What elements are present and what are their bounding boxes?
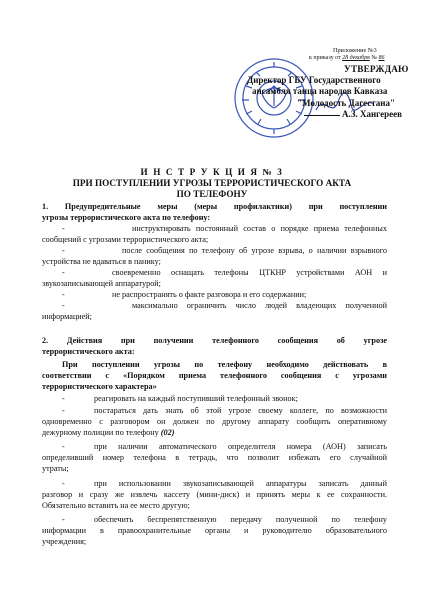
police-phone-number: (02) bbox=[160, 428, 175, 437]
bullet-dash: - bbox=[62, 301, 65, 310]
s2-item5-line2: информации в правоохранительные органы и руководителю образовательного bbox=[42, 526, 387, 535]
s1-item5-line2: информацией; bbox=[42, 312, 92, 321]
s2-intro-line1: При поступлении угрозы по телефону необходимо действовать в bbox=[62, 360, 387, 369]
bullet-dash: - bbox=[62, 268, 65, 277]
order-prefix: к приказу от bbox=[309, 55, 341, 61]
s2-item4-line2: разговор и сразу же извлечь кассету (мини-диск) и принять меры к ее сохранности. bbox=[42, 490, 387, 499]
s1-item3-line2: звукозаписывающей аппаратурой; bbox=[42, 279, 161, 288]
approve-heading: УТВЕРЖДАЮ bbox=[344, 64, 409, 74]
section2-heading-cont: террористического акта: bbox=[42, 347, 135, 356]
s2-item2-line1: постараться дать знать об этой угрозе своему коллеге, по возможности bbox=[94, 406, 387, 415]
s1-item4-line1: не распространять о факте разговора и его содержании; bbox=[112, 290, 307, 299]
s2-item4-line3: Обязательно вставить на ее место другую; bbox=[42, 501, 190, 510]
s2-item3-line3: утраты; bbox=[42, 464, 69, 473]
ensemble-name: ансамбля танца народов Кавказа bbox=[252, 86, 388, 96]
s1-item5-line1: максимально ограничить число людей владеющих полученной bbox=[132, 301, 387, 310]
s2-item2-line3 bbox=[42, 427, 174, 438]
s1-item2-line2: устройства не вдаваться в панику; bbox=[42, 257, 161, 266]
bullet-dash: - bbox=[62, 515, 65, 524]
s2-intro-line3: террористического характера» bbox=[42, 382, 157, 391]
director-title: Директор ГБУ Государственного bbox=[247, 75, 381, 85]
bullet-dash: - bbox=[62, 224, 65, 233]
document-subtitle-line2: ПО ТЕЛЕФОНУ bbox=[176, 189, 248, 199]
section1-heading-cont: угрозы террористического акта по телефону: bbox=[42, 213, 211, 222]
order-number: 86 bbox=[378, 55, 385, 61]
s2-item2-text: дежурному полиции по телефону bbox=[42, 428, 159, 437]
bullet-dash: - bbox=[62, 479, 65, 488]
section2-heading: 2. Действия при получении телефонного сообщения об угрозе bbox=[42, 336, 387, 345]
s1-item2-line1: после сообщения по телефону об угрозе взрыва, о наличии взрывного bbox=[122, 246, 387, 255]
attachment-label: Приложение №3 bbox=[333, 47, 377, 54]
order-number-sign: № bbox=[371, 55, 378, 61]
s1-item3-line1: своевременно оснащать телефоны ЦТКНР устройствами АОН и bbox=[112, 268, 387, 277]
s2-item2-line2: одновременно с разговором он должен по другому аппарату сообщить оперативному bbox=[42, 417, 387, 426]
s1-item1-line1: инструктировать постоянный состав о порядке приема телефонных bbox=[132, 224, 387, 233]
s2-intro-line2: соответствии с «Порядком приема телефонного сообщения с угрозами bbox=[42, 371, 387, 380]
bullet-dash: - bbox=[62, 406, 65, 415]
s2-item4-line1: при использовании звукозаписывающей аппаратуры записать данный bbox=[94, 479, 387, 488]
document-title: И Н С Т Р У К Ц И Я № 3 bbox=[140, 167, 284, 177]
section1-heading: 1. Предупредительные меры (меры профилактики) при поступлении bbox=[42, 202, 387, 211]
ensemble-quote-name: "Молодость Дагестана" bbox=[297, 98, 395, 108]
s2-item5-line3: учреждения; bbox=[42, 537, 87, 546]
bullet-dash: - bbox=[62, 246, 65, 255]
s2-item5-line1: обеспечить беспрепятственную передачу полученной по телефону bbox=[94, 515, 387, 524]
bullet-dash: - bbox=[62, 394, 65, 403]
s2-item3-line1: при наличии автоматического определителя номера (АОН) записать bbox=[94, 442, 387, 451]
signer-name: А.З. Хангереев bbox=[342, 109, 403, 119]
bullet-dash: - bbox=[62, 290, 65, 299]
bullet-dash: - bbox=[62, 442, 65, 451]
order-date: 28 декабря bbox=[342, 55, 370, 61]
s2-item1-line1: реагировать на каждый поступивший телефонный звонок; bbox=[94, 394, 298, 403]
s2-item3-line2: определивший номер телефона в тетрадь, что позволит избежать его случайной bbox=[42, 453, 387, 462]
s1-item1-line2: сообщений с угрозами террористического акта; bbox=[42, 235, 209, 244]
document-subtitle-line1: ПРИ ПОСТУПЛЕНИИ УГРОЗЫ ТЕРРОРИСТИЧЕСКОГО АКТА bbox=[72, 178, 352, 188]
